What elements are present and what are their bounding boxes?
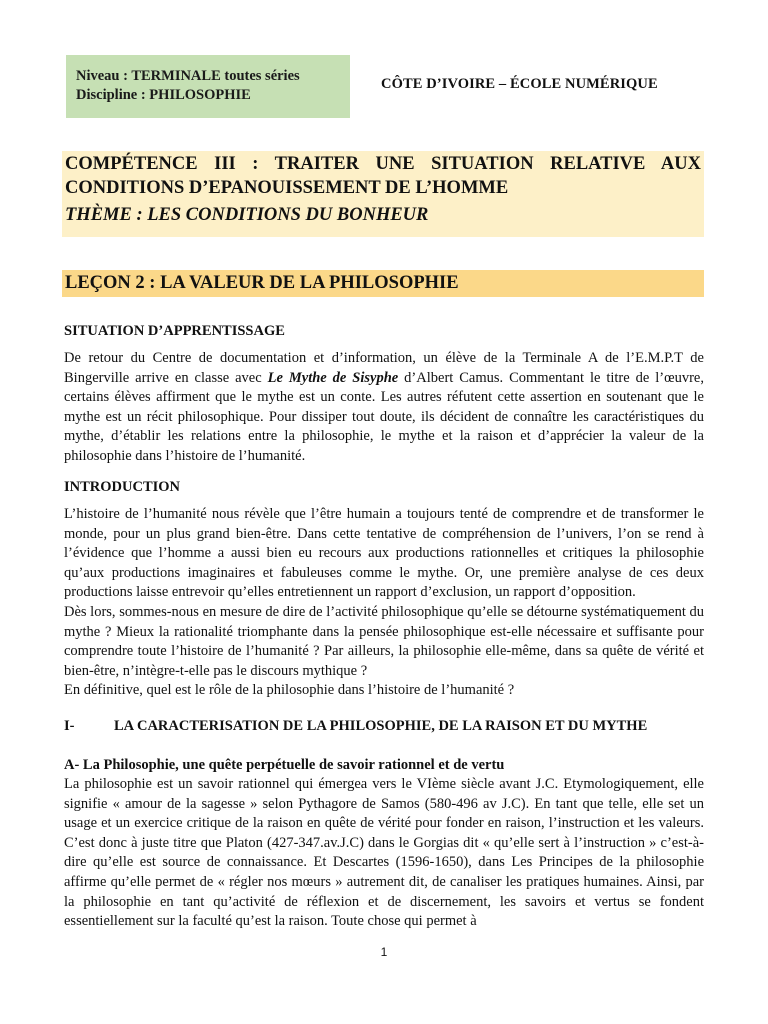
level-line: Niveau : TERMINALE toutes séries (76, 68, 300, 84)
competence-title-line2: CONDITIONS D’EPANOUISSEMENT DE L’HOMME (65, 178, 509, 198)
introduction-paragraph-3: En définitive, quel est le rôle de la philosophie dans l’histoire de l’humanité ? (64, 682, 515, 699)
lesson-title: LEÇON 2 : LA VALEUR DE LA PHILOSOPHIE (62, 270, 704, 297)
level-discipline-box (66, 55, 350, 118)
subsection-a-heading: A- La Philosophie, une quête perpétuelle de savoir rationnel et de vertu (64, 757, 505, 773)
competence-box (62, 151, 704, 237)
subsection-a (64, 755, 704, 932)
section-1-heading (64, 716, 704, 736)
situation-section (64, 321, 704, 467)
competence-title-line1: COMPÉTENCE III : TRAITER UNE SITUATION RELATIVE AUX (65, 154, 701, 174)
discipline-line: Discipline : PHILOSOPHIE (76, 87, 251, 103)
theme-title: THÈME : LES CONDITIONS DU BONHEUR (65, 205, 429, 225)
institution-label: CÔTE D’IVOIRE – ÉCOLE NUMÉRIQUE (381, 76, 658, 92)
subsection-a-paragraph: La philosophie est un savoir rationnel qui émergea vers le VIème siècle avant J.C. Etymologiquement, elle signifie « amour de la sagesse » selon Pythagore de Samos (580-496 av J.C). En tant que telle, elle set un usage et un exercice critique de la raison en quête de vérité pour fonder en raison, l’instruction et les valeurs. C’est donc à juste titre que Platon (427-347.av.J.C) dans le Gorgias dit « qu’elle sert à l’instruction » c’est-à-dire qu’elle est source de connaissance. Et Descartes (1596-1650), dans Les Principes de la philosophie affirme qu’elle permet de « régler nos mœurs » autrement dit, de canaliser les pratiques humaines. Ainsi, par la philosophie en tant qu’activité de réflexion et de discernement, les savoirs et vertus se fondent essentiellement sur la faculté qu’est la raison. Toute chose qui permet à (64, 776, 704, 930)
page-number: 1 (380, 945, 388, 959)
book-title: Le Mythe de Sisyphe (267, 369, 399, 386)
situation-text-after: d’Albert Camus. Commentant le titre de l’œuvre, certains élèves affirment que le mythe est un conte. Les autres réfutent cette assertion en soutenant que le mythe est un récit philosophique. Pour dissiper tout doute, ils décident de connaître les caractéristiques du mythe, d’établir les relations entre la philosophie, le mythe et la raison et d’apprécier la valeur de la philosophie dans l’histoire de l’humanité. (64, 369, 704, 464)
introduction-section (64, 477, 704, 701)
situation-paragraph (64, 349, 704, 467)
introduction-heading: INTRODUCTION (64, 479, 181, 495)
introduction-paragraph-2: Dès lors, sommes-nous en mesure de dire de l’activité philosophique qu’elle se détourne systématiquement du mythe ? Mieux la rationalité triomphante dans la pensée philosophique est-elle nécessaire et suffisante pour comprendre toute l’histoire de l’humanité ? Par ailleurs, la philosophie elle-même, dans sa quête de vérité et bien-être, n’intègre-t-elle pas le discours mythique ? (64, 603, 704, 679)
introduction-paragraph-1: L’histoire de l’humanité nous révèle que l’être humain a toujours tenté de comprendre et de transformer le monde, pour un plus grand bien-être. Dans cette tentative de compréhension de l’univers, l’on se rend à l’évidence que l’homme a aussi bien eu recours aux productions rationnelles et critiques la philosophie qu’aux productions imaginaires et fabuleuses comme le mythe. Or, une première analyse de ces deux productions laisse entrevoir qu’elles entretiennent un rapport d’exclusion, un rapport d’opposition. (64, 506, 704, 601)
section-1-title: LA CARACTERISATION DE LA PHILOSOPHIE, DE LA RAISON ET DU MYTHE (114, 718, 648, 734)
situation-text-before: De retour du Centre de documentation et d’information, un élève de la Terminale A de l’E.M.P.T de Bingerville arrive en classe avec (64, 350, 704, 386)
situation-heading: SITUATION D’APPRENTISSAGE (64, 323, 285, 339)
section-1-number: I- (64, 718, 75, 734)
section-1 (64, 716, 704, 736)
